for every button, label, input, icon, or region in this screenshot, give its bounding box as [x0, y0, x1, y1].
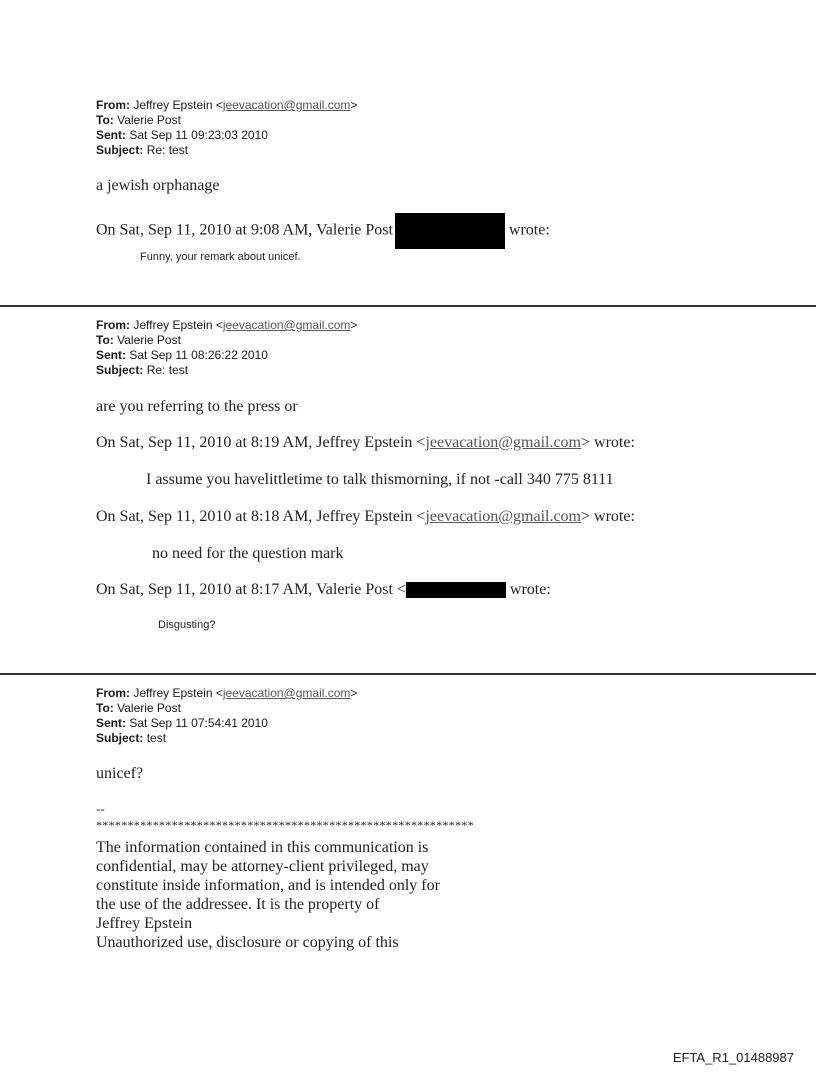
email-divider [0, 305, 816, 307]
to-row: To: Valerie Post [96, 113, 181, 127]
quoted-email-link[interactable]: jeevacation@gmail.com [425, 508, 581, 525]
to-row: To: Valerie Post [96, 333, 181, 347]
thread-quote-line-2: On Sat, Sep 11, 2010 at 8:18 AM, Jeffrey Epstein <jeevacation@gmail.com> wrote: [96, 508, 635, 525]
signature-stars: ************************************************************ [96, 818, 474, 832]
email-1-quote-line: On Sat, Sep 11, 2010 at 9:08 AM, Valerie Post wrote: [96, 213, 550, 249]
from-email-link[interactable]: jeevacation@gmail.com [222, 318, 351, 332]
subject-row: Subject: Re: test [96, 143, 189, 157]
from-email-link[interactable]: jeevacation@gmail.com [222, 98, 351, 112]
redaction-box [406, 582, 506, 598]
signature-dash: -- [96, 801, 105, 816]
email-2-body: are you referring to the press or [96, 398, 298, 415]
email-3-body: unicef? [96, 765, 144, 782]
thread-quoted-text-2: no need for the question mark [152, 545, 344, 562]
thread-quote-line-3: On Sat, Sep 11, 2010 at 8:17 AM, Valerie Post < wrote: [96, 581, 551, 598]
to-row: To: Valerie Post [96, 701, 181, 715]
sent-row: Sent: Sat Sep 11 09:23:03 2010 [96, 128, 268, 142]
email-1-header [96, 98, 357, 158]
sent-row: Sent: Sat Sep 11 07:54:41 2010 [96, 716, 268, 730]
document-id: EFTA_R1_01488987 [672, 1050, 794, 1065]
email-1-body: a jewish orphanage [96, 177, 220, 194]
email-2-header [96, 318, 357, 378]
from-row: From: Jeffrey Epstein <jeevacation@gmail.com> [96, 686, 358, 700]
sent-row: Sent: Sat Sep 11 08:26:22 2010 [96, 348, 268, 362]
subject-row: Subject: Re: test [96, 363, 189, 377]
email-3-header [96, 686, 357, 746]
thread-quoted-text-1: I assume you havelittletime to talk thismorning, if not -call 340 775 8111 [146, 471, 614, 488]
from-email-link[interactable]: jeevacation@gmail.com [222, 686, 351, 700]
thread-quoted-text-3: Disgusting? [158, 619, 216, 631]
thread-quote-line-1: On Sat, Sep 11, 2010 at 8:19 AM, Jeffrey Epstein <jeevacation@gmail.com> wrote: [96, 434, 635, 451]
email-1-quoted-text: Funny, your remark about unicef. [140, 251, 301, 263]
subject-row: Subject: test [96, 731, 167, 745]
quoted-email-link[interactable]: jeevacation@gmail.com [425, 434, 581, 451]
email-divider [0, 673, 816, 675]
from-row: From: Jeffrey Epstein <jeevacation@gmail.com> [96, 98, 358, 112]
redaction-box [395, 213, 505, 249]
disclaimer: The information contained in this communication is confidential, may be attorney-client privileged, may constitute inside information, and is intended only for the use of the addressee. It is the property of Jeffrey Epstein Unauthorized use, disclosure or copying of this [96, 839, 440, 951]
from-row: From: Jeffrey Epstein <jeevacation@gmail.com> [96, 318, 358, 332]
